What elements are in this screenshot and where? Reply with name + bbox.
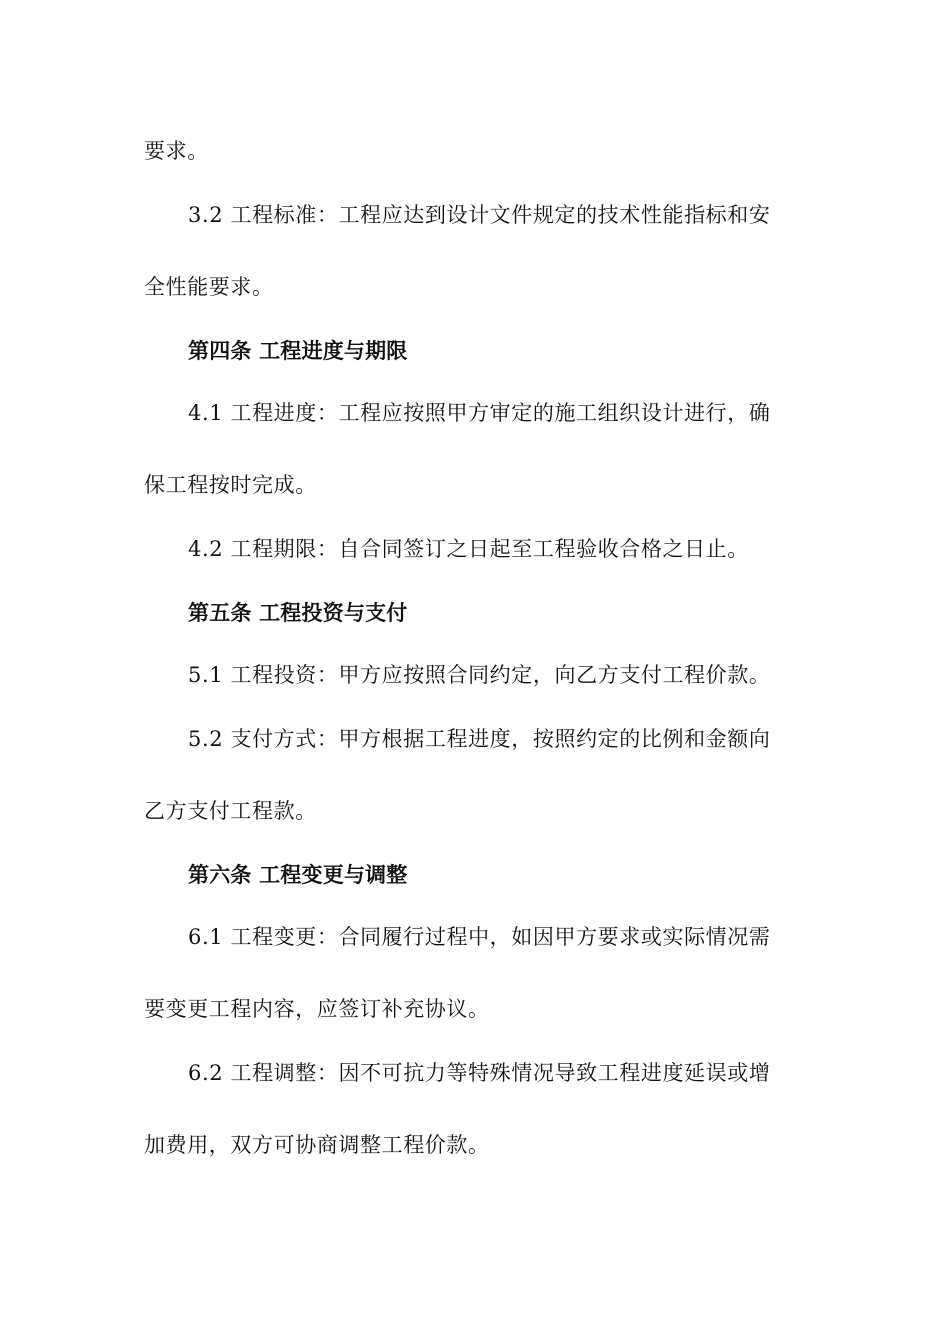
paragraph-line: 保工程按时完成。 — [144, 473, 317, 497]
paragraph-line: 5.2 支付方式：甲方根据工程进度，按照约定的比例和金额向 — [188, 727, 771, 751]
paragraph-line: 要变更工程内容，应签订补充协议。 — [144, 997, 490, 1021]
section-heading: 第五条 工程投资与支付 — [188, 601, 408, 625]
paragraph-line: 6.2 工程调整：因不可抗力等特殊情况导致工程进度延误或增 — [188, 1061, 771, 1085]
section-heading: 第六条 工程变更与调整 — [188, 863, 408, 887]
paragraph-line: 6.1 工程变更：合同履行过程中，如因甲方要求或实际情况需 — [188, 925, 771, 949]
paragraph-line: 加费用，双方可协商调整工程价款。 — [144, 1133, 490, 1157]
paragraph-line: 5.1 工程投资：甲方应按照合同约定，向乙方支付工程价款。 — [188, 663, 771, 687]
section-heading: 第四条 工程进度与期限 — [188, 339, 408, 363]
paragraph-line: 4.1 工程进度：工程应按照甲方审定的施工组织设计进行，确 — [188, 401, 771, 425]
paragraph-line: 全性能要求。 — [144, 275, 274, 299]
paragraph-line: 要求。 — [144, 139, 209, 163]
paragraph-line: 3.2 工程标准：工程应达到设计文件规定的技术性能指标和安 — [188, 203, 771, 227]
paragraph-line: 乙方支付工程款。 — [144, 799, 317, 823]
paragraph-line: 4.2 工程期限：自合同签订之日起至工程验收合格之日止。 — [188, 537, 749, 561]
